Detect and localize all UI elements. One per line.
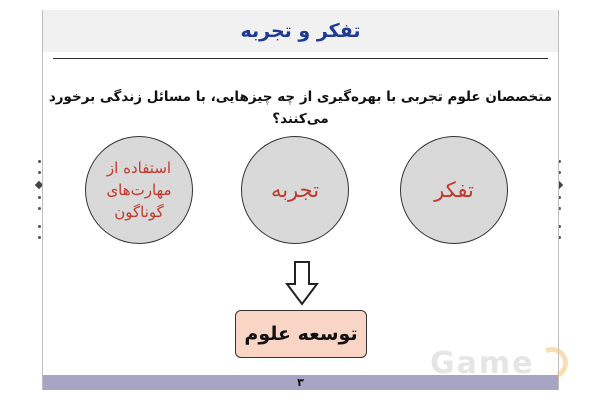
- circle-experience: [241, 136, 349, 244]
- question-text: متخصصان علوم تجربی با بهره‌گیری از چه چیزهایی، با مسائل زندگی برخورد می‌کنند؟: [48, 89, 553, 127]
- result-label: توسعه علوم: [244, 323, 358, 345]
- down-arrow-icon: [285, 260, 319, 306]
- circle-experience-label: تجربه: [270, 178, 320, 202]
- page-number: ۳: [297, 376, 304, 389]
- watermark: [430, 343, 568, 383]
- circle-thinking: [400, 136, 508, 244]
- circle-thinking-label: تفکر: [434, 178, 474, 202]
- title-box: [43, 10, 558, 52]
- circle-skills-label: استفاده از مهارت‌های گوناگون: [106, 159, 172, 221]
- title-divider: [53, 58, 548, 59]
- circle-skills: [85, 136, 193, 244]
- result-box: [235, 310, 367, 358]
- moon-icon: [532, 342, 573, 383]
- slide: [42, 10, 559, 390]
- slide-title: تفکر و تجربه: [240, 20, 361, 42]
- watermark-text: Game: [430, 345, 535, 381]
